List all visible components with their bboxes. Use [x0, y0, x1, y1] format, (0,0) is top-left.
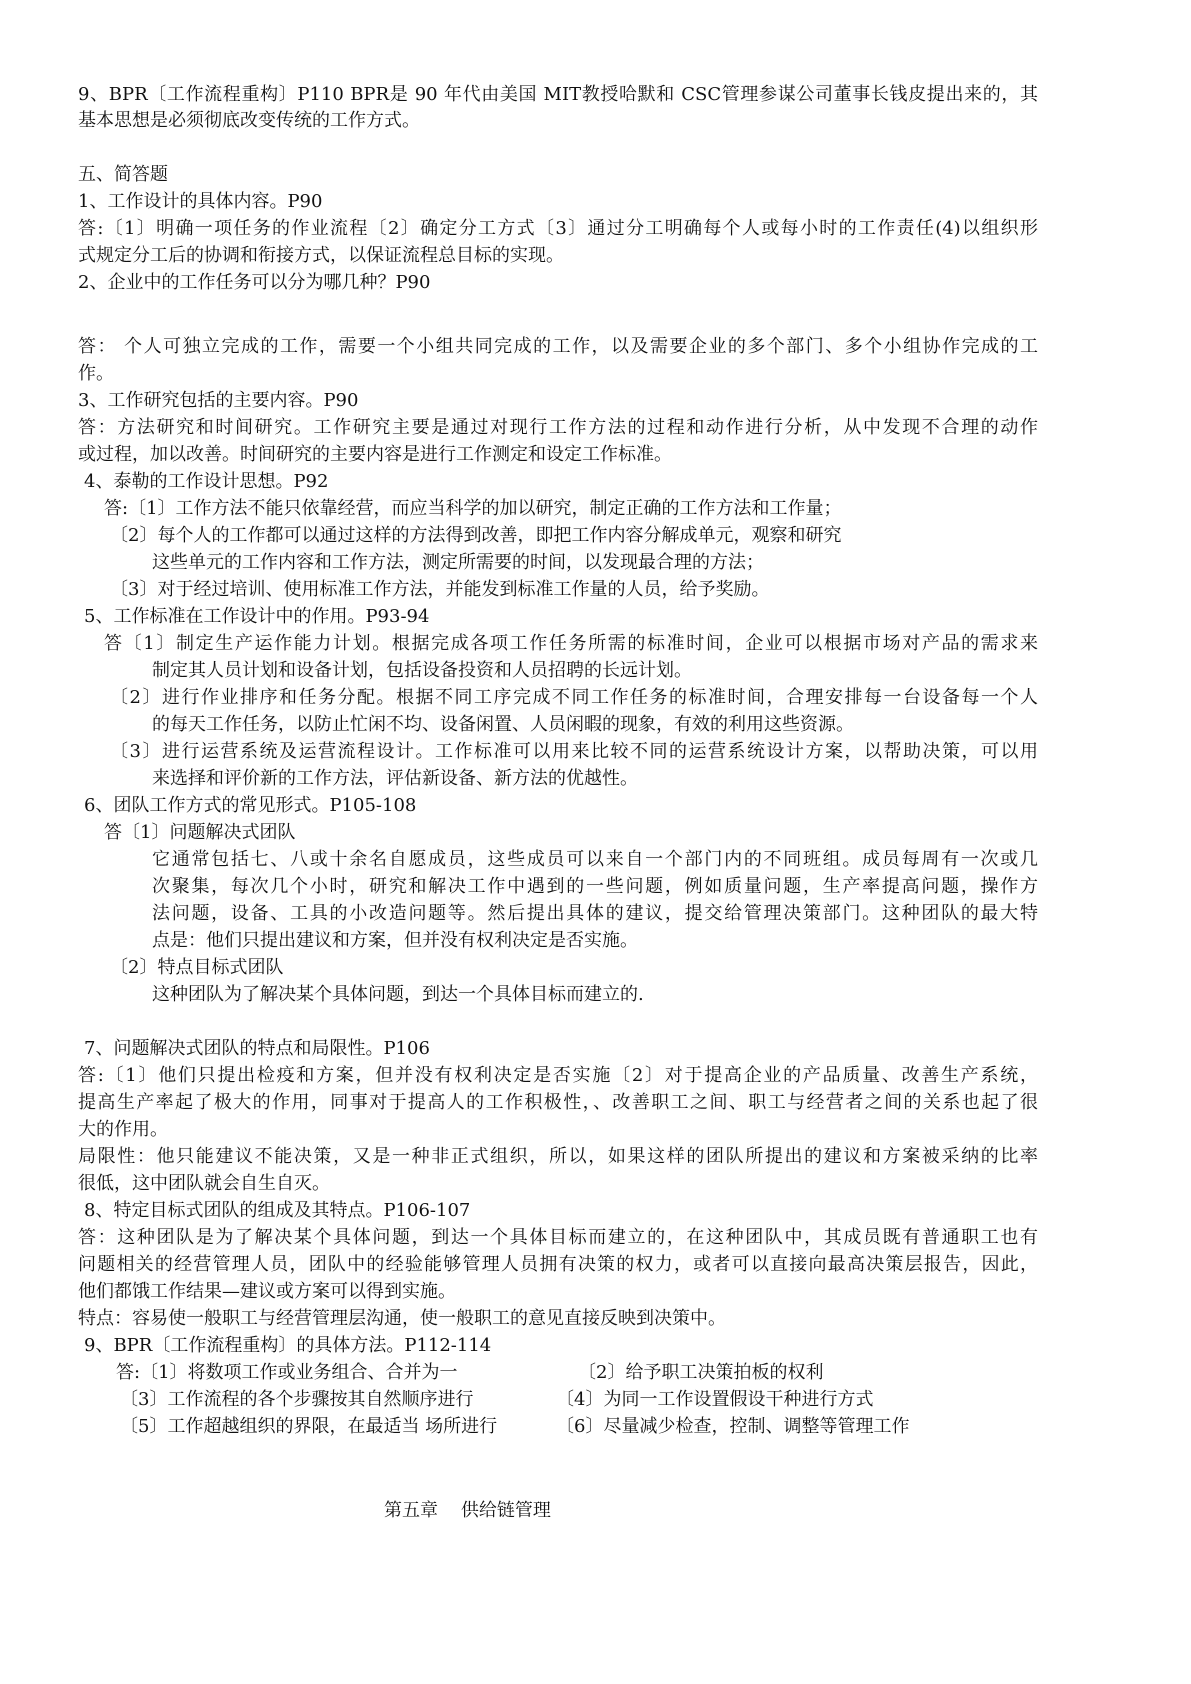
question-6-answer-line-2: 它通常包括七、八或十余名自愿成员，这些成员可以来自一个部门内的不同班组。成员每周有一次或几 — [152, 849, 1038, 870]
question-8-feature-line: 特点：容易使一般职工与经营管理层沟通，使一般职工的意见直接反映到决策中。 — [78, 1308, 726, 1329]
question-7-limitation-line-1: 局限性：他只能建议不能决策，又是一种非正式组织，所以，如果这样的团队所提出的建议和方案被采纳的比率 — [78, 1146, 1038, 1167]
question-7-answer-line-1: 答:〔1〕他们只提出检疫和方案，但并没有权利决定是否实施〔2〕对于提高企业的产品质量、改善生产系统， — [78, 1065, 1038, 1086]
question-4-answer-line-1: 答:〔1〕工作方法不能只依靠经营，而应当科学的加以研究，制定正确的工作方法和工作量； — [104, 498, 842, 519]
question-5-answer-line-2: 制定其人员计划和设备计划，包括设备投资和人员招聘的长远计划。 — [152, 660, 692, 681]
bpr-definition-line-2: 基本思想是必须彻底改变传统的工作方式。 — [78, 110, 420, 131]
question-8-answer-line-1: 答：这种团队是为了解决某个具体问题，到达一个具体目标而建立的，在这种团队中，其成员既有普通职工也有 — [78, 1227, 1038, 1248]
question-2-answer-line-2: 作。 — [78, 363, 114, 384]
question-7-answer-line-3: 大的作用。 — [78, 1119, 168, 1140]
question-4-answer-line-4: 〔3〕对于经过培训、使用标准工作方法，并能发到标准工作量的人员，给予奖励。 — [110, 579, 770, 600]
question-5-answer-line-6: 来选择和评价新的工作方法，评估新设备、新方法的优越性。 — [152, 768, 638, 789]
question-6-answer-line-5: 点是：他们只提出建议和方案，但并没有权利决定是否实施。 — [152, 930, 638, 951]
question-1-title: 1、工作设计的具体内容。P90 — [78, 191, 323, 212]
chapter-heading: 第五章 供给链管理 — [384, 1500, 551, 1521]
question-4-answer-line-3: 这些单元的工作内容和工作方法，测定所需要的时间，以发现最合理的方法； — [152, 552, 764, 573]
question-6-answer-line-6: 〔2〕特点目标式团队 — [110, 957, 284, 978]
question-6-answer-line-7: 这种团队为了解决某个具体问题，到达一个具体目标而建立的. — [152, 984, 644, 1005]
question-8-answer-line-2: 问题相关的经营管理人员，团队中的经验能够管理人员拥有决策的权力，或者可以直接向最高决策层报告，因此， — [78, 1254, 1038, 1275]
question-7-limitation-line-2: 很低，这中团队就会自生自灭。 — [78, 1173, 330, 1194]
question-6-answer-line-4: 法问题，设备、工具的小改造问题等。然后提出具体的建议，提交给管理决策部门。这种团队的最大特 — [152, 903, 1038, 924]
question-8-title: 8、特定目标式团队的组成及其特点。P106-107 — [84, 1200, 471, 1221]
question-6-title: 6、团队工作方式的常见形式。P105-108 — [84, 795, 417, 816]
question-5-answer-line-4: 的每天工作任务，以防止忙闲不均、设备闲置、人员闲暇的现象，有效的利用这些资源。 — [152, 714, 854, 735]
question-7-answer-line-2: 提高生产率起了极大的作用，同事对于提高人的工作积极性，、改善职工之间、职工与经营者之间的关系也起了很 — [78, 1092, 1038, 1113]
question-9-method-5: 〔5〕工作超越组织的界限，在最适当 场所进行 — [120, 1416, 498, 1437]
question-9-method-2: 〔2〕给予职工决策拍板的权利 — [578, 1362, 824, 1383]
question-5-answer-line-5: 〔3〕进行运营系统及运营流程设计。工作标准可以用来比较不同的运营系统设计方案，以帮助决策，可以用 — [110, 741, 1038, 762]
question-3-answer-line-1: 答：方法研究和时间研究。工作研究主要是通过对现行工作方法的过程和动作进行分析，从中发现不合理的动作 — [78, 417, 1038, 438]
question-2-title: 2、企业中的工作任务可以分为哪几种？P90 — [78, 272, 431, 293]
question-5-title: 5、工作标准在工作设计中的作用。P93-94 — [84, 606, 430, 627]
section-heading: 五、简答题 — [78, 164, 168, 185]
question-2-answer-line-1: 答： 个人可独立完成的工作，需要一个小组共同完成的工作，以及需要企业的多个部门、多个小组协作完成的工 — [78, 336, 1038, 357]
question-8-answer-line-3: 他们都饿工作结果—建议或方案可以得到实施。 — [78, 1281, 456, 1302]
question-4-title: 4、泰勒的工作设计思想。P92 — [84, 471, 329, 492]
bpr-definition-line-1: 9、BPR〔工作流程重构〕P110 BPR是 90 年代由美国 MIT教授哈默和 CSC管理参谋公司董事长钱皮提出来的，其 — [78, 84, 1038, 105]
question-6-answer-line-3: 次聚集，每次几个小时，研究和解决工作中遇到的一些问题，例如质量问题，生产率提高问题，操作方 — [152, 876, 1038, 897]
question-9-method-4: 〔4〕为同一工作设置假设干种进行方式 — [556, 1389, 874, 1410]
question-9-method-3: 〔3〕工作流程的各个步骤按其自然顺序进行 — [120, 1389, 474, 1410]
question-3-title: 3、工作研究包括的主要内容。P90 — [78, 390, 359, 411]
question-5-answer-line-3: 〔2〕进行作业排序和任务分配。根据不同工序完成不同工作任务的标准时间，合理安排每一台设备每一个人 — [110, 687, 1038, 708]
question-5-answer-line-1: 答〔1〕制定生产运作能力计划。根据完成各项工作任务所需的标准时间，企业可以根据市场对产品的需求来 — [104, 633, 1038, 654]
question-4-answer-line-2: 〔2〕每个人的工作都可以通过这样的方法得到改善，即把工作内容分解成单元，观察和研究 — [110, 525, 842, 546]
question-9-method-1: 答:〔1〕将数项工作或业务组合、合并为一 — [116, 1362, 458, 1383]
question-1-answer-line-1: 答:〔1〕明确一项任务的作业流程〔2〕确定分工方式〔3〕通过分工明确每个人或每小时的工作责任(4)以组织形 — [78, 218, 1038, 239]
question-1-answer-line-2: 式规定分工后的协调和衔接方式，以保证流程总目标的实现。 — [78, 245, 564, 266]
question-6-answer-line-1: 答〔1〕问题解决式团队 — [104, 822, 296, 843]
question-7-title: 7、问题解决式团队的特点和局限性。P106 — [84, 1038, 430, 1059]
question-9-method-6: 〔6〕尽量减少检查，控制、调整等管理工作 — [556, 1416, 910, 1437]
question-3-answer-line-2: 或过程，加以改善。时间研究的主要内容是进行工作测定和设定工作标准。 — [78, 444, 672, 465]
question-9-title: 9、BPR〔工作流程重构〕的具体方法。P112-114 — [84, 1335, 492, 1356]
